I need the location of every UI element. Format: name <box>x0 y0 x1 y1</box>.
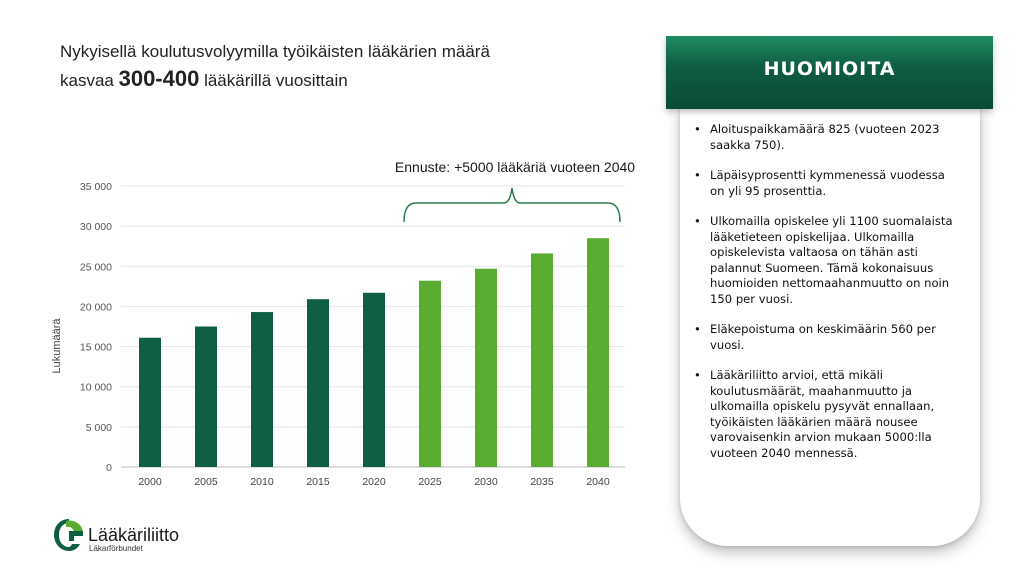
notes-header <box>666 36 993 109</box>
notes-header-title: HUOMIOITA <box>763 58 896 80</box>
x-tick-label: 2005 <box>194 476 218 488</box>
y-tick-label: 0 <box>106 462 112 474</box>
y-tick-label: 20 000 <box>79 301 112 314</box>
bar <box>587 238 609 467</box>
title-line-2-prefix: kasvaa <box>60 71 119 90</box>
title-line-2-suffix: lääkärillä vuosittain <box>199 71 348 90</box>
note-item: • Ulkomailla opiskelee yli 1100 suomalaista lääketieteen opiskelijaa. Ulkomailla opiskelevista valtaosa on tähän asti palannut Suomeen. Tämä kokonaisuus huomioiden nettomaahanmuutto on noin 150 per vuosi. <box>694 214 954 307</box>
logo-name: Lääkäriliitto <box>88 525 180 545</box>
forecast-annotation <box>395 159 635 222</box>
logo-subtitle: Läkarförbundet <box>89 544 143 553</box>
y-tick-label: 15 000 <box>79 341 112 354</box>
notes-list <box>694 122 954 476</box>
x-tick-label: 2020 <box>362 476 386 488</box>
note-item: • Eläkepoistuma on keskimäärin 560 per vuosi. <box>694 322 954 353</box>
title-line-1: Nykyisellä koulutusvolyymilla työikäisten lääkärien määrä <box>60 42 490 61</box>
brand-logo <box>52 517 202 557</box>
note-item: • Aloituspaikkamäärä 825 (vuoteen 2023 saakka 750). <box>694 122 954 153</box>
y-tick-label: 30 000 <box>79 221 112 234</box>
x-tick-label: 2010 <box>250 476 274 488</box>
bar <box>139 338 161 467</box>
bar <box>363 293 385 467</box>
note-item: • Läpäisyprosentti kymmenessä vuodessa on yli 95 prosenttia. <box>694 168 954 199</box>
bar <box>419 281 441 467</box>
y-tick-label: 25 000 <box>79 261 112 274</box>
x-tick-label: 2040 <box>586 476 610 488</box>
forecast-bracket <box>404 188 620 222</box>
doctor-association-logo-icon <box>52 517 86 553</box>
x-tick-label: 2025 <box>418 476 442 488</box>
y-tick-label: 5 000 <box>85 421 112 434</box>
note-item: • Lääkäriliitto arvioi, että mikäli koulutusmäärät, maahanmuutto ja ulkomailla opiskelu pysyvät ennallaan, työikäisten lääkärien määrä nousee varovaisenkin arvion mukaan 5000:lla vuoteen 2040 mennessä. <box>694 368 954 461</box>
forecast-label: Ennuste: +5000 lääkäriä vuoteen 2040 <box>394 159 636 175</box>
y-axis-label: Lukumäärä <box>51 318 63 374</box>
bar <box>195 327 217 468</box>
y-tick-label: 10 000 <box>79 381 112 394</box>
bar <box>307 299 329 467</box>
chart-bars <box>139 238 609 467</box>
x-tick-label: 2015 <box>306 476 330 488</box>
x-tick-label: 2030 <box>474 476 498 488</box>
y-tick-label: 35 000 <box>79 181 112 193</box>
title-highlight-number: 300-400 <box>118 66 200 91</box>
x-tick-label: 2035 <box>530 476 554 488</box>
x-tick-label: 2000 <box>138 476 162 488</box>
bar <box>251 312 273 467</box>
bar <box>531 253 553 467</box>
bar <box>475 269 497 467</box>
